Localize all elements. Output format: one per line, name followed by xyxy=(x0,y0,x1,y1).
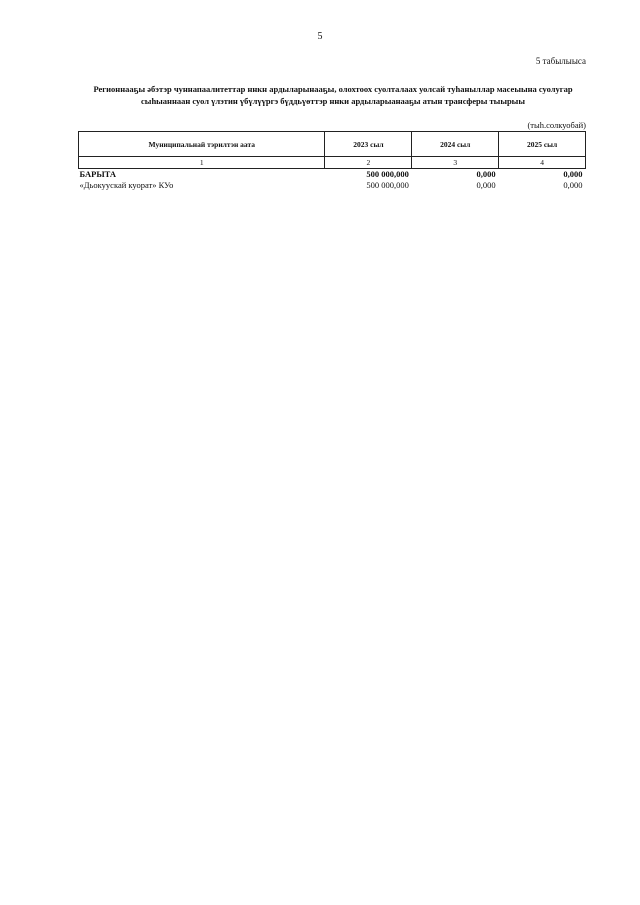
document-title: Регионнааҕы әбэтэр чуннапаалитеттар ннкн ардыларынааҕы, олохтоох суолталаах уолсай туһаныллар масеыына суолугар сыһыаннаан суол үлэтин үбүлүүргэ бүддьүөттэр ннки ардыларыанааҕы атын трансферы тыырыы xyxy=(93,84,573,106)
column-index-1: 1 xyxy=(79,157,325,169)
row-value-2024: 0,000 xyxy=(476,180,496,190)
column-index-3: 3 xyxy=(412,157,499,169)
table-header-row xyxy=(79,132,586,157)
column-index-2: 2 xyxy=(325,157,412,169)
column-index-4: 4 xyxy=(499,157,586,169)
table-number-label: 5 табылыыса xyxy=(535,56,586,66)
header-year-2025: 2025 сыл xyxy=(499,132,586,157)
row-value-2025: 0,000 xyxy=(563,180,583,190)
row-value-2023: 500 000,000 xyxy=(366,180,409,190)
header-year-2024: 2024 сыл xyxy=(412,132,499,157)
total-label: БАРЫТА xyxy=(79,169,117,179)
total-2025: 0,000 xyxy=(563,169,583,179)
table-row xyxy=(79,180,586,191)
row-municipality-name: «Дьокуускай куорат» КУо xyxy=(79,180,174,190)
total-2023: 500 000,000 xyxy=(366,169,409,179)
total-row xyxy=(79,169,586,181)
total-2024: 0,000 xyxy=(476,169,496,179)
units-label: (тыһ.солкуобай) xyxy=(527,120,586,130)
header-year-2023: 2023 сыл xyxy=(325,132,412,157)
header-municipality: Муниципальнай тэрилтэн аата xyxy=(79,132,325,157)
page-number: 5 xyxy=(317,31,323,42)
transfers-table xyxy=(78,131,586,191)
column-index-row xyxy=(79,157,586,169)
